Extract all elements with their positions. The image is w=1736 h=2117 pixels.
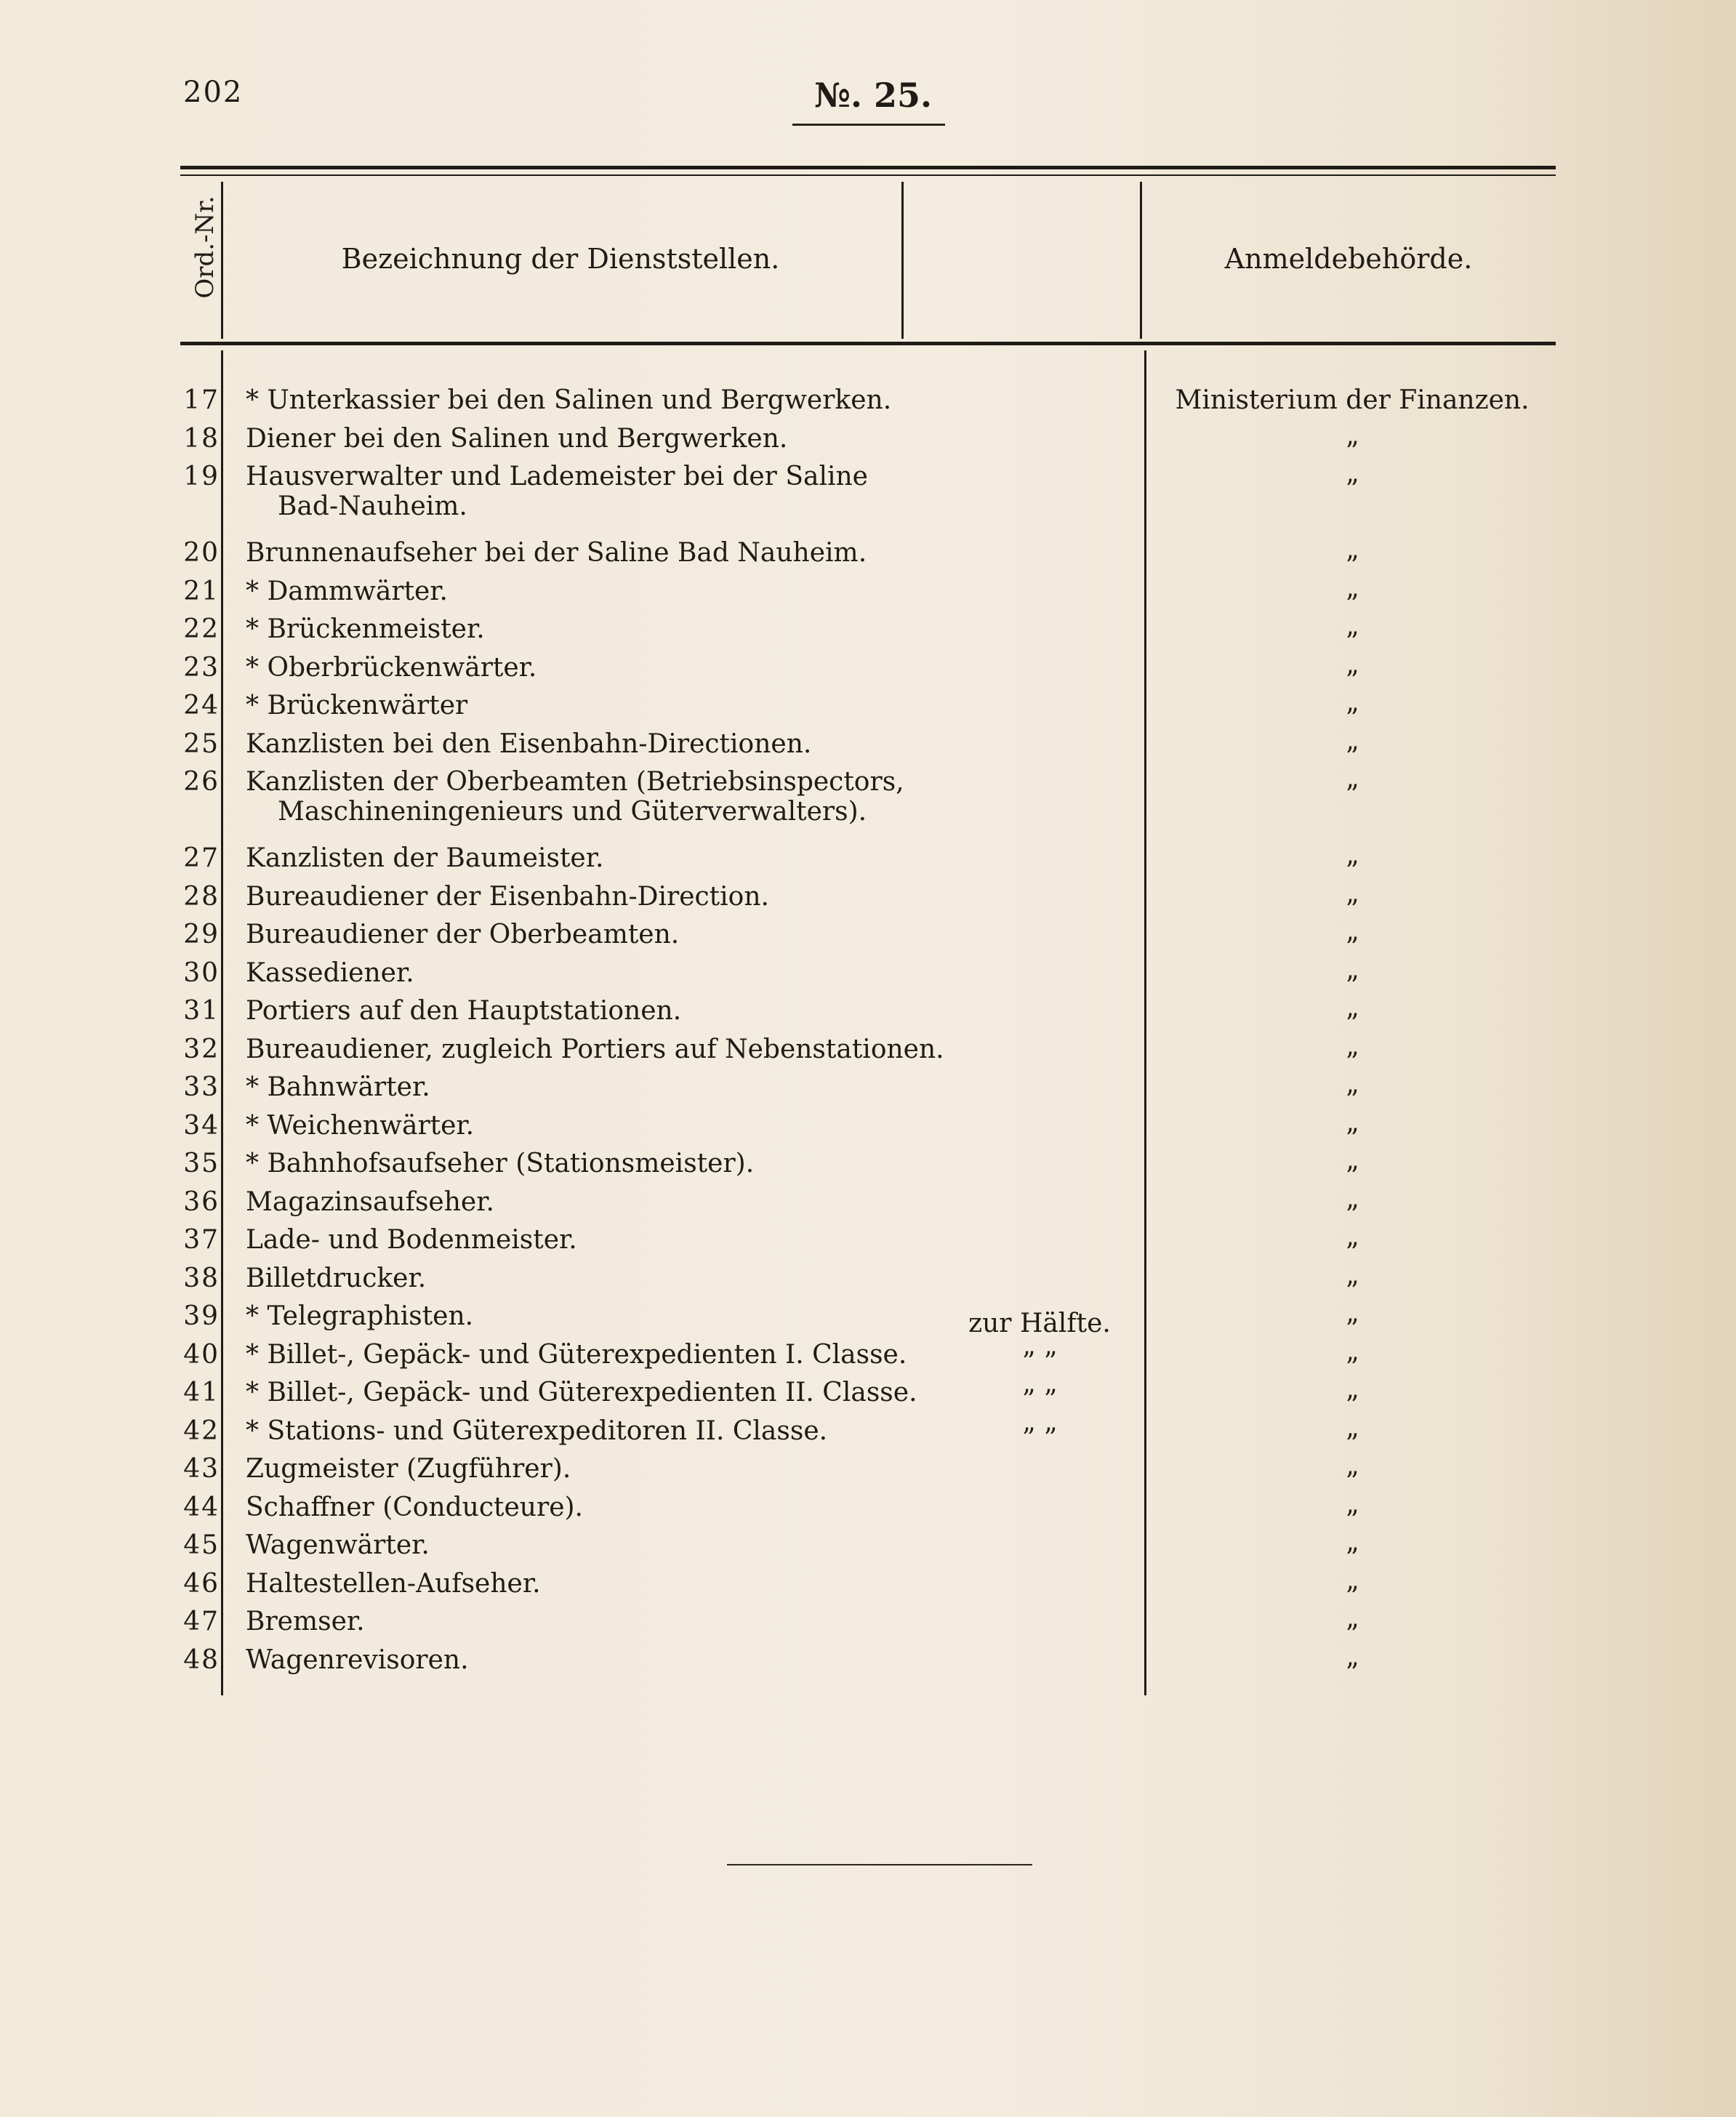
row-number: 38 [183, 1263, 220, 1293]
row-description-text: * Bahnwärter. [246, 1072, 430, 1102]
row-description-text: * Brückenwärter [246, 691, 468, 720]
row-description [246, 1378, 917, 1407]
row-description-text: Bureaudiener der Eisenbahn-Direction. [246, 881, 769, 912]
table-header-rule [180, 342, 1556, 345]
row-number: 34 [183, 1110, 220, 1141]
row-authority: ” [1345, 1467, 1359, 1497]
row-number: 35 [183, 1149, 220, 1178]
closing-rule [727, 1864, 1032, 1865]
row-number: 21 [183, 576, 220, 606]
row-description-text: Bremser. [246, 1607, 365, 1636]
row-number: 37 [183, 1225, 220, 1255]
row-number: 24 [183, 691, 220, 720]
row-authority: ” [1345, 436, 1359, 467]
row-number: 46 [183, 1568, 220, 1599]
row-description-text: Kanzlisten der Oberbeamten (Betriebsinspectors, [246, 767, 904, 797]
row-description [246, 958, 414, 988]
row-description [246, 1569, 541, 1599]
row-description-text: Magazinsaufseher. [246, 1186, 494, 1217]
row-authority: ” [1345, 1276, 1359, 1306]
body-divider-1 [221, 350, 223, 1695]
row-number: 43 [183, 1454, 220, 1484]
row-description-text: Kanzlisten bei den Eisenbahn-Directionen. [246, 728, 812, 759]
row-authority: ” [1345, 856, 1359, 886]
issue-number: №. 25. [814, 76, 933, 115]
row-authority: ” [1345, 1123, 1359, 1154]
row-description [246, 462, 868, 521]
row-authority: ” [1345, 1009, 1359, 1039]
row-authority: ” [1345, 1047, 1359, 1077]
row-description [246, 1149, 754, 1178]
row-description-text: * Brückenmeister. [246, 614, 485, 644]
row-number: 28 [183, 881, 220, 912]
column-header-ord-nr: Ord.-Nr. [190, 196, 220, 299]
row-number: 30 [183, 957, 220, 988]
row-description [246, 1454, 571, 1484]
row-authority: ” [1345, 1314, 1359, 1344]
row-description [246, 1072, 430, 1102]
row-authority: Ministerium der Finanzen. [1175, 385, 1530, 415]
body-divider-2 [1144, 350, 1146, 1695]
row-description-text: Haltestellen-Aufseher. [246, 1568, 541, 1599]
row-authority: ” [1345, 1658, 1359, 1688]
row-description-text: Lade- und Bodenmeister. [246, 1225, 577, 1255]
row-authority: ” [1345, 971, 1359, 1001]
row-description [246, 1187, 494, 1217]
page-number: 202 [183, 76, 244, 109]
row-description [246, 1111, 474, 1141]
row-description-text: Kanzlisten der Baumeister. [246, 843, 604, 873]
row-authority: ” [1345, 1391, 1359, 1421]
row-description-text: * Weichenwärter. [246, 1110, 475, 1141]
row-note: ” ” [1021, 1385, 1058, 1415]
header-divider-2 [901, 182, 904, 339]
row-authority: ” [1345, 1162, 1359, 1192]
row-description [246, 882, 769, 912]
table-top-rule [180, 166, 1556, 169]
row-description [246, 1416, 827, 1446]
table-top-rule-thin [180, 174, 1556, 176]
row-description [246, 729, 811, 759]
row-authority: ” [1345, 1352, 1359, 1383]
row-authority: ” [1345, 742, 1359, 772]
row-note: ” ” [1021, 1423, 1058, 1453]
row-description [246, 1035, 944, 1064]
row-description [246, 424, 787, 454]
row-description-text: * Unterkassier bei den Salinen und Bergwerken. [246, 385, 892, 415]
row-description [246, 538, 867, 568]
row-description-text: * Dammwärter. [246, 576, 448, 606]
row-number: 32 [183, 1034, 220, 1064]
header-divider-3 [1140, 182, 1142, 339]
column-header-anmeldebehoerde: Anmeldebehörde. [1224, 243, 1473, 275]
column-header-bezeichnung: Bezeichnung der Dienststellen. [341, 243, 780, 275]
row-number: 26 [183, 767, 220, 797]
row-description [246, 385, 891, 415]
row-number: 20 [183, 538, 220, 568]
row-description-text: Portiers auf den Hauptstationen. [246, 996, 682, 1026]
row-authority: ” [1345, 1238, 1359, 1268]
row-number: 23 [183, 652, 220, 683]
row-description-continuation: Bad-Nauheim. [278, 491, 467, 521]
row-authority: ” [1345, 894, 1359, 925]
row-description-text: * Telegraphisten. [246, 1301, 474, 1331]
row-number: 17 [183, 385, 220, 415]
row-description-text: Hausverwalter und Lademeister bei der Saline [246, 462, 868, 491]
row-description [246, 1645, 469, 1675]
row-number: 27 [183, 843, 220, 873]
row-description-text: Diener bei den Salinen und Bergwerken. [246, 423, 788, 454]
row-authority: ” [1345, 704, 1359, 734]
row-description-text: Kassediener. [246, 957, 414, 988]
row-description [246, 1225, 577, 1255]
row-description [246, 1340, 907, 1370]
row-description [246, 1607, 365, 1636]
row-description-text: Schaffner (Conducteure). [246, 1492, 583, 1522]
row-description-text: Brunnenaufseher bei der Saline Bad Nauheim. [246, 538, 867, 568]
row-description [246, 1493, 583, 1522]
row-number: 18 [183, 423, 220, 454]
row-description-text: * Oberbrückenwärter. [246, 652, 537, 683]
row-description-text: * Billet-, Gepäck- und Güterexpedienten I. Classe. [246, 1339, 907, 1370]
row-authority: ” [1345, 933, 1359, 963]
issue-underline [792, 124, 945, 126]
row-description-text: * Bahnhofsaufseher (Stationsmeister). [246, 1149, 755, 1178]
header-divider-1 [221, 182, 223, 339]
row-authority: ” [1345, 1505, 1359, 1535]
row-authority: ” [1345, 1429, 1359, 1459]
row-number: 40 [183, 1339, 220, 1370]
row-authority: ” [1345, 551, 1359, 581]
row-description [246, 767, 904, 827]
row-number: 48 [183, 1644, 220, 1675]
row-note: ” ” [1021, 1346, 1058, 1377]
row-description-text: * Billet-, Gepäck- und Güterexpedienten II. Classe. [246, 1378, 917, 1407]
row-number: 29 [183, 920, 220, 949]
row-description-text: Zugmeister (Zugführer). [246, 1454, 571, 1484]
row-authority: ” [1345, 1543, 1359, 1573]
row-authority: ” [1345, 1581, 1359, 1612]
row-description-text: Wagenwärter. [246, 1530, 430, 1560]
row-number: 41 [183, 1378, 220, 1407]
row-authority: ” [1345, 627, 1359, 657]
row-number: 47 [183, 1607, 220, 1636]
row-number: 36 [183, 1186, 220, 1217]
row-authority: ” [1345, 1085, 1359, 1115]
row-description [246, 1301, 473, 1331]
row-number: 19 [183, 462, 220, 491]
row-description [246, 1264, 426, 1293]
row-description [246, 843, 603, 873]
row-description [246, 653, 537, 683]
row-description-text: * Stations- und Güterexpeditoren II. Classe. [246, 1415, 828, 1446]
row-description [246, 691, 467, 720]
row-number: 31 [183, 996, 220, 1026]
row-number: 22 [183, 614, 220, 644]
row-description [246, 614, 485, 644]
row-description-text: Wagenrevisoren. [246, 1644, 469, 1675]
row-note: zur Hälfte. [968, 1309, 1111, 1338]
row-description [246, 1530, 430, 1560]
row-authority: ” [1345, 475, 1359, 505]
row-authority: ” [1345, 589, 1359, 619]
row-description [246, 577, 448, 606]
row-authority: ” [1345, 1620, 1359, 1650]
row-authority: ” [1345, 780, 1359, 810]
row-number: 42 [183, 1415, 220, 1446]
row-number: 25 [183, 728, 220, 759]
row-description-continuation: Maschineningenieurs und Güterverwalters). [278, 797, 867, 827]
row-authority: ” [1345, 665, 1359, 696]
row-description [246, 920, 679, 949]
row-description-text: Bureaudiener der Oberbeamten. [246, 920, 680, 949]
row-number: 39 [183, 1301, 220, 1331]
row-description-text: Bureaudiener, zugleich Portiers auf Nebenstationen. [246, 1034, 944, 1064]
row-number: 45 [183, 1530, 220, 1560]
row-authority: ” [1345, 1200, 1359, 1230]
row-number: 33 [183, 1072, 220, 1102]
row-description [246, 996, 681, 1026]
row-number: 44 [183, 1492, 220, 1522]
row-description-text: Billetdrucker. [246, 1263, 427, 1293]
